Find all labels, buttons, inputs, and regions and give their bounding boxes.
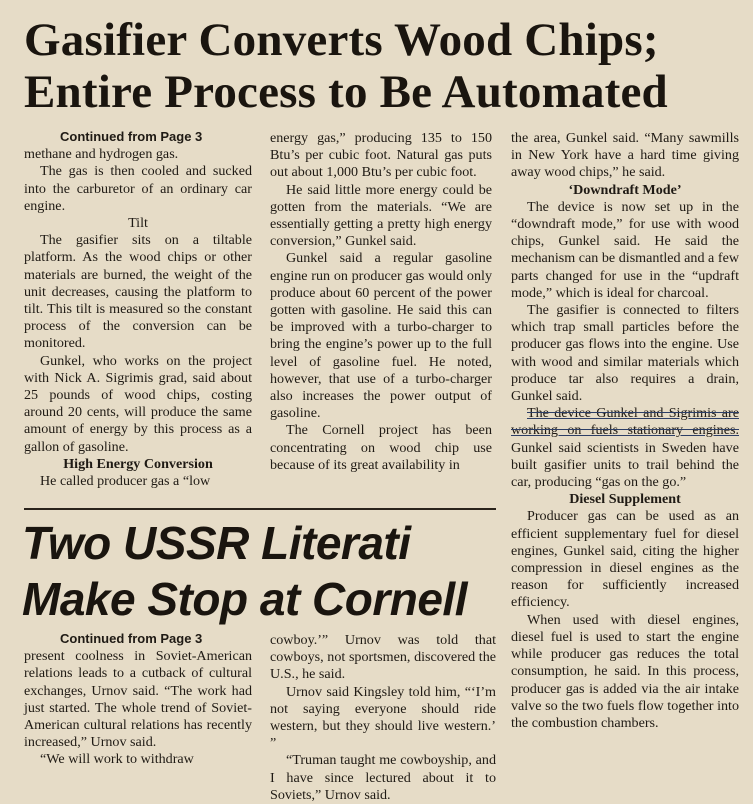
paragraph: The gasifier is connected to filters which trap small particles before the producer gas flows into the engine. Use with wood and similar materials which produce tar also requires a drain, Gunkel said.	[511, 302, 739, 405]
paragraph: the area, Gunkel said. “Many sawmills in New York have a hard time giving away wood chips,” he said.	[511, 130, 739, 181]
paragraph: Gunkel, who works on the project with Nick A. Sigrimis grad, said about 25 pounds of wood chips, costing around 20 cents, will produce the same amount of energy by this process as a gallon of gasoline.	[24, 352, 252, 455]
section-divider	[24, 508, 496, 510]
paragraph: present coolness in Soviet-American relations leads to a cutback of cultural exchanges, Urnov said. “The work had just started. The whole trend of Soviet-American cultural relations has recently increased,” Urnov said.	[24, 648, 252, 751]
article1-column-3	[511, 130, 739, 792]
article1-headline-line2: Entire Process to Be Automated	[24, 66, 668, 118]
paragraph: “We will work to withdraw	[40, 751, 194, 768]
paragraph: cowboy.’” Urnov was told that cowboys, not sportsmen, discovered the U.S., he said.	[270, 632, 496, 683]
paragraph-rest: Gunkel said scientists in Sweden have built gasifier units to trail behind the car, producing “gas on the go.”	[511, 439, 739, 491]
paragraph: He said little more energy could be gotten from the materials. “We are essentially getting a pretty high energy conversion,” Gunkel said.	[270, 181, 492, 250]
article2-headline-line1: Two USSR Literati	[22, 517, 411, 569]
article2-kicker: Continued from Page 3	[60, 631, 203, 646]
paragraph: The device is now set up in the “downdraft mode,” for use with wood chips, Gunkel said. He said the mechanism can be dismantled and a few parts changed for use in the “updraft mode,” which is ideal for charcoal.	[511, 198, 739, 301]
article1-column-1	[24, 128, 252, 502]
paragraph: methane and hydrogen gas.	[24, 146, 179, 163]
article1-headline-line1: Gasifier Converts Wood Chips;	[24, 14, 659, 66]
article2-column-1	[24, 630, 252, 792]
paragraph: Gunkel said a regular gasoline engine run on producer gas would only produce about 60 percent of the power gotten with gasoline. He said this can be improved with a turbo-charger to bring the engine’s power up to the full level of gasoline fuel. He noted, however, that use of a turbo-charger also increases the power output of gasoline.	[270, 250, 492, 422]
subhead-high-energy: High Energy Conversion	[63, 455, 213, 472]
paragraph: The gasifier sits on a tiltable platform. As the wood chips or other materials are burned, the weight of the unit decreases, causing the platform to tilt. This tilt is measured so the constant process of the conversion can be monitored.	[24, 232, 252, 352]
paragraph: Producer gas can be used as an efficient supplementary fuel for diesel engines, Gunkel said, citing the higher compression in diesel engines as the reason for sufficiently increased efficiency.	[511, 508, 739, 611]
subhead-downdraft: ‘Downdraft Mode’	[568, 181, 682, 198]
paragraph: energy gas,” producing 135 to 150 Btu’s per cubic foot. Natural gas puts out about 1,000 Btu’s per cubic foot.	[270, 130, 492, 181]
paragraph: The Cornell project has been concentrating on wood chip use because of its great availability in	[270, 422, 492, 473]
paragraph: The gas is then cooled and sucked into the carburetor of an ordinary car engine.	[24, 163, 252, 214]
paragraph: “Truman taught me cowboyship, and I have since lectured about it to Soviets,” Urnov said.	[270, 752, 496, 803]
article1-kicker: Continued from Page 3	[60, 129, 203, 144]
paragraph	[511, 405, 739, 491]
paragraph: He called producer gas a “low	[40, 473, 211, 490]
subhead-tilt: Tilt	[128, 215, 148, 232]
article1-column-2	[270, 130, 492, 502]
article2-column-2	[270, 632, 496, 803]
paragraph: Urnov said Kingsley told him, “‘I’m not saying everyone should ride western, but they should live western.’ ”	[270, 683, 496, 752]
article2-headline-line2: Make Stop at Cornell	[22, 573, 467, 625]
paragraph: When used with diesel engines, diesel fuel is used to start the engine while producer gas reduces the total consumption, he said. In this process, producer gas is added via the air intake valve so the two fuels flow together into the combustion chambers.	[511, 611, 739, 731]
subhead-diesel: Diesel Supplement	[569, 491, 681, 508]
marked-text: The device Gunkel and Sigrimis are working on fuels stationary engines.	[511, 405, 739, 439]
